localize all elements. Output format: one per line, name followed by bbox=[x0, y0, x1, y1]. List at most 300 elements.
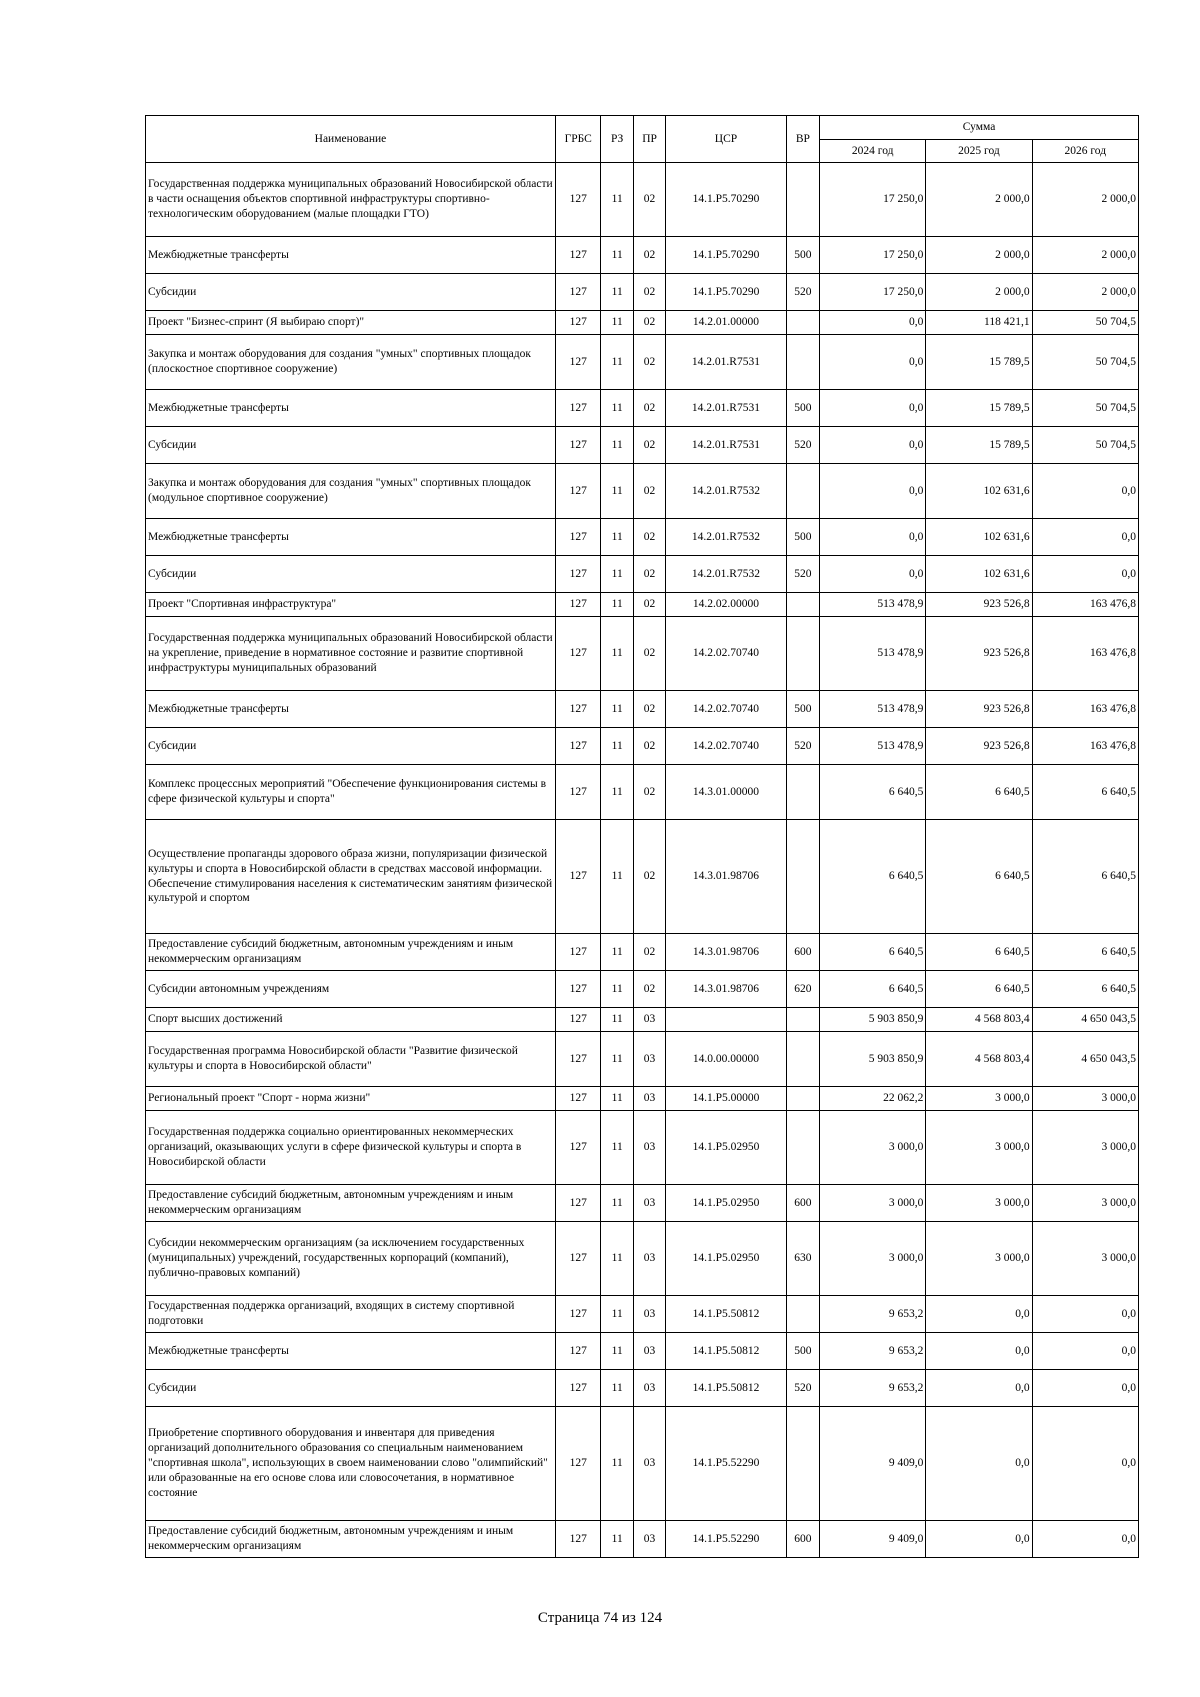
row-vr: 600 bbox=[786, 934, 819, 971]
row-rz: 11 bbox=[601, 1185, 633, 1222]
row-sum-2024: 9 653,2 bbox=[820, 1370, 926, 1407]
row-sum-2025: 0,0 bbox=[926, 1296, 1032, 1333]
row-rz: 11 bbox=[601, 1032, 633, 1087]
row-rz: 11 bbox=[601, 934, 633, 971]
row-sum-2024: 0,0 bbox=[820, 427, 926, 464]
row-sum-2024: 9 653,2 bbox=[820, 1296, 926, 1333]
table-row bbox=[146, 464, 1139, 519]
row-grbs: 127 bbox=[555, 1008, 601, 1032]
row-name: Государственная поддержка социально ориентированных некоммерческих организаций, оказывающих услуги в сфере физической культуры и спорта в Новосибирской области bbox=[146, 1111, 556, 1185]
row-vr: 500 bbox=[786, 519, 819, 556]
row-sum-2025: 6 640,5 bbox=[926, 820, 1032, 934]
row-sum-2025: 15 789,5 bbox=[926, 390, 1032, 427]
row-name: Предоставление субсидий бюджетным, автономным учреждениям и иным некоммерческим организациям bbox=[146, 934, 556, 971]
table-row bbox=[146, 274, 1139, 311]
row-name: Комплекс процессных мероприятий "Обеспечение функционирования системы в сфере физической культуры и спорта" bbox=[146, 765, 556, 820]
row-sum-2025: 0,0 bbox=[926, 1407, 1032, 1521]
row-sum-2026: 3 000,0 bbox=[1032, 1222, 1138, 1296]
row-pr: 02 bbox=[633, 934, 665, 971]
row-name: Проект "Бизнес-спринт (Я выбираю спорт)" bbox=[146, 311, 556, 335]
row-name: Государственная поддержка муниципальных образований Новосибирской области на укрепление, приведение в нормативное состояние и развитие спортивной инфраструктуры муниципальных образований bbox=[146, 617, 556, 691]
row-pr: 02 bbox=[633, 765, 665, 820]
row-sum-2025: 15 789,5 bbox=[926, 427, 1032, 464]
header-vr: ВР bbox=[786, 116, 819, 163]
row-vr: 600 bbox=[786, 1521, 819, 1558]
header-rz: РЗ bbox=[601, 116, 633, 163]
row-sum-2024: 6 640,5 bbox=[820, 934, 926, 971]
row-rz: 11 bbox=[601, 390, 633, 427]
row-vr: 500 bbox=[786, 1333, 819, 1370]
row-sum-2025: 6 640,5 bbox=[926, 765, 1032, 820]
row-csr: 14.2.01.R7532 bbox=[666, 556, 786, 593]
row-sum-2026: 0,0 bbox=[1032, 556, 1138, 593]
table-row bbox=[146, 728, 1139, 765]
row-rz: 11 bbox=[601, 556, 633, 593]
table-row bbox=[146, 1370, 1139, 1407]
row-sum-2025: 0,0 bbox=[926, 1370, 1032, 1407]
row-sum-2024: 22 062,2 bbox=[820, 1087, 926, 1111]
budget-table bbox=[145, 115, 1139, 1558]
table-row bbox=[146, 765, 1139, 820]
row-grbs: 127 bbox=[555, 728, 601, 765]
row-grbs: 127 bbox=[555, 1521, 601, 1558]
row-vr bbox=[786, 1111, 819, 1185]
row-sum-2025: 6 640,5 bbox=[926, 971, 1032, 1008]
row-vr bbox=[786, 163, 819, 237]
row-sum-2024: 513 478,9 bbox=[820, 691, 926, 728]
row-rz: 11 bbox=[601, 427, 633, 464]
row-pr: 03 bbox=[633, 1370, 665, 1407]
row-vr: 520 bbox=[786, 1370, 819, 1407]
row-vr: 520 bbox=[786, 427, 819, 464]
row-sum-2026: 50 704,5 bbox=[1032, 335, 1138, 390]
row-sum-2024: 6 640,5 bbox=[820, 971, 926, 1008]
row-name: Субсидии bbox=[146, 427, 556, 464]
row-pr: 02 bbox=[633, 971, 665, 1008]
row-grbs: 127 bbox=[555, 593, 601, 617]
row-rz: 11 bbox=[601, 335, 633, 390]
row-rz: 11 bbox=[601, 519, 633, 556]
table-row bbox=[146, 691, 1139, 728]
row-sum-2024: 9 653,2 bbox=[820, 1333, 926, 1370]
row-csr: 14.1.P5.70290 bbox=[666, 237, 786, 274]
row-grbs: 127 bbox=[555, 519, 601, 556]
row-pr: 02 bbox=[633, 274, 665, 311]
table-row bbox=[146, 427, 1139, 464]
table-row bbox=[146, 335, 1139, 390]
row-sum-2026: 0,0 bbox=[1032, 1407, 1138, 1521]
row-pr: 03 bbox=[633, 1111, 665, 1185]
row-csr: 14.1.P5.02950 bbox=[666, 1185, 786, 1222]
row-sum-2026: 2 000,0 bbox=[1032, 274, 1138, 311]
row-sum-2024: 0,0 bbox=[820, 390, 926, 427]
row-sum-2025: 2 000,0 bbox=[926, 237, 1032, 274]
row-grbs: 127 bbox=[555, 1185, 601, 1222]
row-sum-2024: 0,0 bbox=[820, 464, 926, 519]
row-grbs: 127 bbox=[555, 1407, 601, 1521]
row-rz: 11 bbox=[601, 971, 633, 1008]
row-pr: 03 bbox=[633, 1087, 665, 1111]
row-name: Государственная поддержка муниципальных образований Новосибирской области в части оснащения объектов спортивной инфраструктуры спортивно-технологическим оборудованием (малые площадки ГТО) bbox=[146, 163, 556, 237]
row-sum-2024: 0,0 bbox=[820, 519, 926, 556]
row-sum-2026: 0,0 bbox=[1032, 1333, 1138, 1370]
row-sum-2026: 2 000,0 bbox=[1032, 237, 1138, 274]
row-sum-2025: 2 000,0 bbox=[926, 274, 1032, 311]
row-grbs: 127 bbox=[555, 464, 601, 519]
row-sum-2026: 4 650 043,5 bbox=[1032, 1032, 1138, 1087]
row-vr: 520 bbox=[786, 728, 819, 765]
header-pr: ПР bbox=[633, 116, 665, 163]
row-sum-2024: 17 250,0 bbox=[820, 237, 926, 274]
row-name: Субсидии некоммерческим организациям (за исключением государственных (муниципальных) учреждений, государственных корпораций (компаний), публично-правовых компаний) bbox=[146, 1222, 556, 1296]
page-number: Страница 74 из 124 bbox=[537, 1610, 663, 1626]
row-grbs: 127 bbox=[555, 311, 601, 335]
row-grbs: 127 bbox=[555, 1032, 601, 1087]
row-sum-2025: 3 000,0 bbox=[926, 1111, 1032, 1185]
row-csr: 14.1.P5.70290 bbox=[666, 274, 786, 311]
row-grbs: 127 bbox=[555, 1111, 601, 1185]
table-row bbox=[146, 1087, 1139, 1111]
row-csr: 14.3.01.98706 bbox=[666, 934, 786, 971]
row-sum-2026: 50 704,5 bbox=[1032, 427, 1138, 464]
row-rz: 11 bbox=[601, 1111, 633, 1185]
row-sum-2026: 0,0 bbox=[1032, 1370, 1138, 1407]
row-grbs: 127 bbox=[555, 1370, 601, 1407]
row-pr: 02 bbox=[633, 617, 665, 691]
row-name: Проект "Спортивная инфраструктура" bbox=[146, 593, 556, 617]
row-sum-2024: 0,0 bbox=[820, 335, 926, 390]
row-name: Межбюджетные трансферты bbox=[146, 237, 556, 274]
row-sum-2025: 923 526,8 bbox=[926, 617, 1032, 691]
row-csr: 14.2.01.R7531 bbox=[666, 390, 786, 427]
row-csr: 14.2.01.R7531 bbox=[666, 335, 786, 390]
row-grbs: 127 bbox=[555, 765, 601, 820]
table-row bbox=[146, 1111, 1139, 1185]
table-row bbox=[146, 519, 1139, 556]
row-pr: 03 bbox=[633, 1222, 665, 1296]
table-row bbox=[146, 237, 1139, 274]
row-name: Государственная программа Новосибирской области "Развитие физической культуры и спорта в Новосибирской области" bbox=[146, 1032, 556, 1087]
row-rz: 11 bbox=[601, 617, 633, 691]
row-pr: 02 bbox=[633, 311, 665, 335]
row-name: Субсидии bbox=[146, 728, 556, 765]
row-vr bbox=[786, 617, 819, 691]
row-grbs: 127 bbox=[555, 163, 601, 237]
row-vr: 620 bbox=[786, 971, 819, 1008]
row-sum-2025: 3 000,0 bbox=[926, 1087, 1032, 1111]
row-vr: 520 bbox=[786, 274, 819, 311]
row-name: Межбюджетные трансферты bbox=[146, 390, 556, 427]
row-pr: 02 bbox=[633, 728, 665, 765]
row-name: Спорт высших достижений bbox=[146, 1008, 556, 1032]
row-rz: 11 bbox=[601, 163, 633, 237]
row-sum-2025: 3 000,0 bbox=[926, 1222, 1032, 1296]
row-sum-2024: 6 640,5 bbox=[820, 820, 926, 934]
row-grbs: 127 bbox=[555, 820, 601, 934]
table-row bbox=[146, 311, 1139, 335]
row-grbs: 127 bbox=[555, 274, 601, 311]
row-grbs: 127 bbox=[555, 390, 601, 427]
row-grbs: 127 bbox=[555, 427, 601, 464]
table-row bbox=[146, 1222, 1139, 1296]
row-name: Государственная поддержка организаций, входящих в систему спортивной подготовки bbox=[146, 1296, 556, 1333]
row-pr: 02 bbox=[633, 237, 665, 274]
row-rz: 11 bbox=[601, 765, 633, 820]
row-sum-2025: 0,0 bbox=[926, 1333, 1032, 1370]
row-vr bbox=[786, 820, 819, 934]
row-sum-2024: 3 000,0 bbox=[820, 1111, 926, 1185]
table-row bbox=[146, 1296, 1139, 1333]
row-sum-2025: 118 421,1 bbox=[926, 311, 1032, 335]
row-vr bbox=[786, 1008, 819, 1032]
row-name: Осуществление пропаганды здорового образа жизни, популяризации физической культуры и спорта в Новосибирской области в средствах массовой информации. Обеспечение стимулирования населения к систематическим занятиям физической культурой и спортом bbox=[146, 820, 556, 934]
table-row bbox=[146, 1185, 1139, 1222]
row-csr: 14.3.01.00000 bbox=[666, 765, 786, 820]
row-csr: 14.2.02.70740 bbox=[666, 691, 786, 728]
row-rz: 11 bbox=[601, 728, 633, 765]
row-csr: 14.1.P5.00000 bbox=[666, 1087, 786, 1111]
row-csr: 14.1.P5.50812 bbox=[666, 1333, 786, 1370]
row-sum-2024: 513 478,9 bbox=[820, 593, 926, 617]
table-row bbox=[146, 1032, 1139, 1087]
row-rz: 11 bbox=[601, 1521, 633, 1558]
row-name: Закупка и монтаж оборудования для создания "умных" спортивных площадок (модульное спортивное сооружение) bbox=[146, 464, 556, 519]
row-sum-2025: 2 000,0 bbox=[926, 163, 1032, 237]
row-name: Региональный проект "Спорт - норма жизни" bbox=[146, 1087, 556, 1111]
row-sum-2025: 923 526,8 bbox=[926, 728, 1032, 765]
table-body bbox=[146, 163, 1139, 1558]
row-vr: 500 bbox=[786, 237, 819, 274]
row-sum-2025: 4 568 803,4 bbox=[926, 1032, 1032, 1087]
table-row bbox=[146, 1521, 1139, 1558]
header-grbs: ГРБС bbox=[555, 116, 601, 163]
row-sum-2026: 50 704,5 bbox=[1032, 311, 1138, 335]
row-grbs: 127 bbox=[555, 691, 601, 728]
table-row bbox=[146, 934, 1139, 971]
row-sum-2024: 513 478,9 bbox=[820, 728, 926, 765]
row-grbs: 127 bbox=[555, 934, 601, 971]
table-row bbox=[146, 1407, 1139, 1521]
row-pr: 03 bbox=[633, 1032, 665, 1087]
row-csr: 14.1.P5.02950 bbox=[666, 1222, 786, 1296]
row-vr bbox=[786, 765, 819, 820]
header-year-2026: 2026 год bbox=[1032, 140, 1138, 163]
row-csr: 14.3.01.98706 bbox=[666, 971, 786, 1008]
row-sum-2025: 15 789,5 bbox=[926, 335, 1032, 390]
table-row bbox=[146, 1008, 1139, 1032]
row-csr: 14.1.P5.70290 bbox=[666, 163, 786, 237]
row-csr: 14.0.00.00000 bbox=[666, 1032, 786, 1087]
row-name: Субсидии автономным учреждениям bbox=[146, 971, 556, 1008]
row-grbs: 127 bbox=[555, 335, 601, 390]
row-csr: 14.2.02.00000 bbox=[666, 593, 786, 617]
row-pr: 02 bbox=[633, 390, 665, 427]
row-grbs: 127 bbox=[555, 237, 601, 274]
row-sum-2025: 4 568 803,4 bbox=[926, 1008, 1032, 1032]
row-pr: 02 bbox=[633, 427, 665, 464]
row-vr bbox=[786, 1407, 819, 1521]
row-csr: 14.1.P5.02950 bbox=[666, 1111, 786, 1185]
row-sum-2026: 6 640,5 bbox=[1032, 934, 1138, 971]
row-grbs: 127 bbox=[555, 556, 601, 593]
row-rz: 11 bbox=[601, 1333, 633, 1370]
row-sum-2026: 6 640,5 bbox=[1032, 820, 1138, 934]
row-name: Закупка и монтаж оборудования для создания "умных" спортивных площадок (плоскостное спортивное сооружение) bbox=[146, 335, 556, 390]
row-sum-2024: 9 409,0 bbox=[820, 1407, 926, 1521]
row-sum-2026: 3 000,0 bbox=[1032, 1087, 1138, 1111]
row-vr: 630 bbox=[786, 1222, 819, 1296]
row-sum-2024: 513 478,9 bbox=[820, 617, 926, 691]
row-grbs: 127 bbox=[555, 1087, 601, 1111]
row-sum-2025: 3 000,0 bbox=[926, 1185, 1032, 1222]
row-pr: 02 bbox=[633, 556, 665, 593]
row-sum-2026: 3 000,0 bbox=[1032, 1185, 1138, 1222]
row-sum-2024: 0,0 bbox=[820, 556, 926, 593]
row-csr: 14.3.01.98706 bbox=[666, 820, 786, 934]
row-rz: 11 bbox=[601, 820, 633, 934]
row-name: Предоставление субсидий бюджетным, автономным учреждениям и иным некоммерческим организациям bbox=[146, 1521, 556, 1558]
row-pr: 03 bbox=[633, 1407, 665, 1521]
row-rz: 11 bbox=[601, 464, 633, 519]
row-pr: 03 bbox=[633, 1333, 665, 1370]
table-row bbox=[146, 593, 1139, 617]
row-vr bbox=[786, 311, 819, 335]
row-vr bbox=[786, 593, 819, 617]
header-year-2025: 2025 год bbox=[926, 140, 1032, 163]
row-csr: 14.1.P5.52290 bbox=[666, 1407, 786, 1521]
table-row bbox=[146, 163, 1139, 237]
table-row bbox=[146, 1333, 1139, 1370]
row-grbs: 127 bbox=[555, 971, 601, 1008]
row-name: Субсидии bbox=[146, 1370, 556, 1407]
row-sum-2026: 6 640,5 bbox=[1032, 765, 1138, 820]
header-year-2024: 2024 год bbox=[820, 140, 926, 163]
row-csr: 14.2.01.R7532 bbox=[666, 464, 786, 519]
row-rz: 11 bbox=[601, 311, 633, 335]
header-sum: Сумма bbox=[820, 116, 1139, 140]
row-sum-2026: 163 476,8 bbox=[1032, 728, 1138, 765]
row-name: Межбюджетные трансферты bbox=[146, 1333, 556, 1370]
row-name: Приобретение спортивного оборудования и инвентаря для приведения организаций дополнительного образования со специальным наименованием "спортивная школа", использующих в своем наименовании слово "олимпийский" или образованные на его основе слова или словосочетания, в нормативное состояние bbox=[146, 1407, 556, 1521]
row-rz: 11 bbox=[601, 274, 633, 311]
table-row bbox=[146, 820, 1139, 934]
header-csr: ЦСР bbox=[666, 116, 786, 163]
row-pr: 02 bbox=[633, 820, 665, 934]
row-vr bbox=[786, 1296, 819, 1333]
row-sum-2025: 102 631,6 bbox=[926, 464, 1032, 519]
row-sum-2025: 0,0 bbox=[926, 1521, 1032, 1558]
row-pr: 03 bbox=[633, 1521, 665, 1558]
row-name: Предоставление субсидий бюджетным, автономным учреждениям и иным некоммерческим организациям bbox=[146, 1185, 556, 1222]
row-csr: 14.2.01.00000 bbox=[666, 311, 786, 335]
row-sum-2024: 9 409,0 bbox=[820, 1521, 926, 1558]
row-sum-2026: 50 704,5 bbox=[1032, 390, 1138, 427]
row-sum-2024: 3 000,0 bbox=[820, 1185, 926, 1222]
row-pr: 02 bbox=[633, 691, 665, 728]
row-csr: 14.2.01.R7532 bbox=[666, 519, 786, 556]
table-row bbox=[146, 617, 1139, 691]
row-rz: 11 bbox=[601, 1008, 633, 1032]
row-rz: 11 bbox=[601, 1407, 633, 1521]
row-vr bbox=[786, 1032, 819, 1087]
table-row bbox=[146, 556, 1139, 593]
row-vr: 500 bbox=[786, 390, 819, 427]
row-sum-2024: 17 250,0 bbox=[820, 274, 926, 311]
row-sum-2024: 5 903 850,9 bbox=[820, 1032, 926, 1087]
row-pr: 03 bbox=[633, 1008, 665, 1032]
row-csr: 14.1.P5.52290 bbox=[666, 1521, 786, 1558]
row-rz: 11 bbox=[601, 1370, 633, 1407]
row-grbs: 127 bbox=[555, 617, 601, 691]
row-rz: 11 bbox=[601, 1222, 633, 1296]
row-vr: 520 bbox=[786, 556, 819, 593]
row-sum-2025: 102 631,6 bbox=[926, 519, 1032, 556]
row-sum-2024: 6 640,5 bbox=[820, 765, 926, 820]
table-row bbox=[146, 390, 1139, 427]
row-sum-2024: 17 250,0 bbox=[820, 163, 926, 237]
row-name: Межбюджетные трансферты bbox=[146, 691, 556, 728]
row-sum-2025: 923 526,8 bbox=[926, 691, 1032, 728]
row-sum-2025: 102 631,6 bbox=[926, 556, 1032, 593]
row-rz: 11 bbox=[601, 237, 633, 274]
row-rz: 11 bbox=[601, 691, 633, 728]
row-sum-2026: 2 000,0 bbox=[1032, 163, 1138, 237]
row-sum-2026: 6 640,5 bbox=[1032, 971, 1138, 1008]
row-sum-2026: 4 650 043,5 bbox=[1032, 1008, 1138, 1032]
row-rz: 11 bbox=[601, 1087, 633, 1111]
row-sum-2024: 3 000,0 bbox=[820, 1222, 926, 1296]
header-name: Наименование bbox=[146, 116, 556, 163]
row-sum-2026: 0,0 bbox=[1032, 1521, 1138, 1558]
row-name: Субсидии bbox=[146, 556, 556, 593]
row-sum-2024: 5 903 850,9 bbox=[820, 1008, 926, 1032]
row-name: Субсидии bbox=[146, 274, 556, 311]
row-name: Межбюджетные трансферты bbox=[146, 519, 556, 556]
row-grbs: 127 bbox=[555, 1296, 601, 1333]
row-pr: 02 bbox=[633, 335, 665, 390]
row-csr bbox=[666, 1008, 786, 1032]
row-pr: 02 bbox=[633, 593, 665, 617]
row-csr: 14.2.02.70740 bbox=[666, 728, 786, 765]
row-grbs: 127 bbox=[555, 1333, 601, 1370]
row-sum-2025: 6 640,5 bbox=[926, 934, 1032, 971]
row-csr: 14.1.P5.50812 bbox=[666, 1370, 786, 1407]
row-pr: 02 bbox=[633, 163, 665, 237]
row-sum-2026: 163 476,8 bbox=[1032, 593, 1138, 617]
row-vr bbox=[786, 1087, 819, 1111]
row-sum-2026: 0,0 bbox=[1032, 464, 1138, 519]
row-rz: 11 bbox=[601, 1296, 633, 1333]
row-vr: 500 bbox=[786, 691, 819, 728]
row-vr: 600 bbox=[786, 1185, 819, 1222]
row-sum-2024: 0,0 bbox=[820, 311, 926, 335]
row-sum-2026: 3 000,0 bbox=[1032, 1111, 1138, 1185]
row-pr: 03 bbox=[633, 1185, 665, 1222]
row-rz: 11 bbox=[601, 593, 633, 617]
row-grbs: 127 bbox=[555, 1222, 601, 1296]
row-pr: 02 bbox=[633, 519, 665, 556]
row-sum-2026: 163 476,8 bbox=[1032, 691, 1138, 728]
row-csr: 14.1.P5.50812 bbox=[666, 1296, 786, 1333]
row-vr bbox=[786, 464, 819, 519]
row-vr bbox=[786, 335, 819, 390]
table-row bbox=[146, 971, 1139, 1008]
row-sum-2026: 163 476,8 bbox=[1032, 617, 1138, 691]
row-sum-2026: 0,0 bbox=[1032, 519, 1138, 556]
row-pr: 02 bbox=[633, 464, 665, 519]
row-sum-2025: 923 526,8 bbox=[926, 593, 1032, 617]
row-csr: 14.2.01.R7531 bbox=[666, 427, 786, 464]
